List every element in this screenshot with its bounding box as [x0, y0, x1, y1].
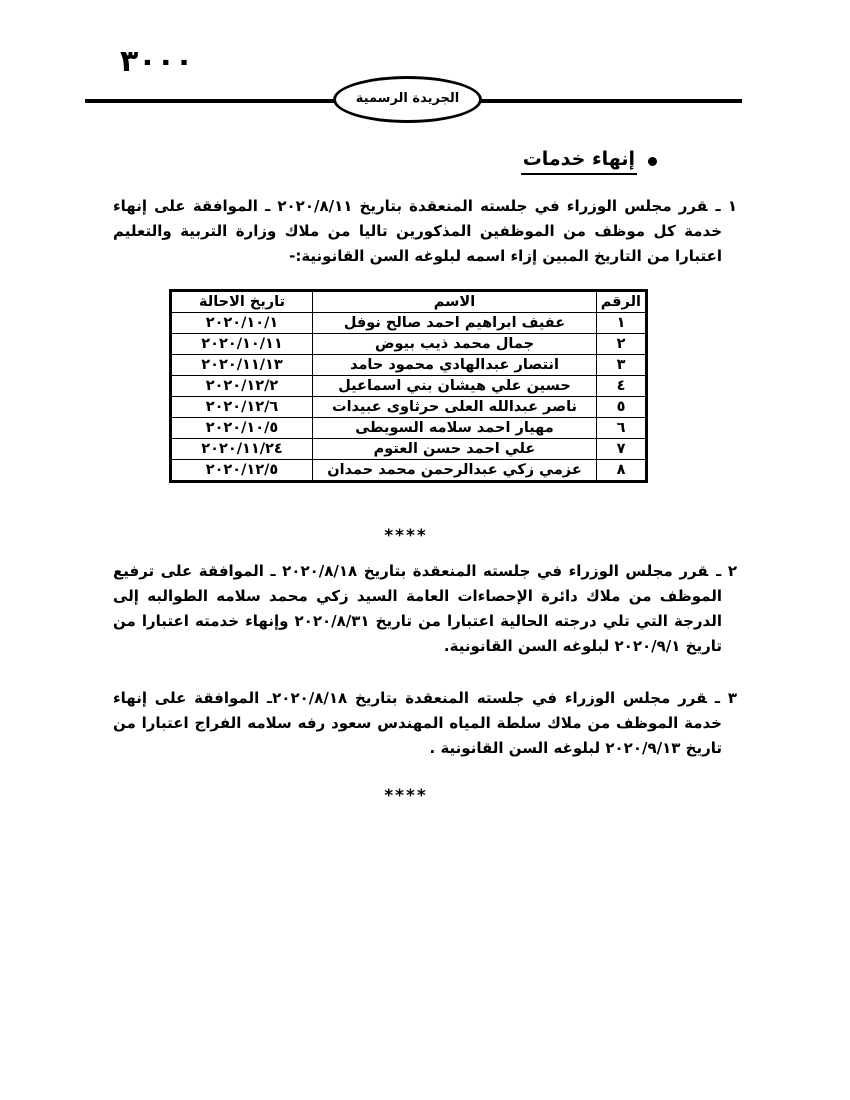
column-header-date: تاريخ الاحالة [171, 291, 313, 313]
section-title: إنهاء خدمات [521, 148, 637, 175]
table-row [171, 334, 647, 355]
referral-date: ٢٠٢٠/١١/١٣ [171, 355, 313, 376]
row-index: ٢ [597, 334, 647, 355]
stars-separator: **** [384, 526, 428, 546]
row-index: ٧ [597, 439, 647, 460]
row-index: ٣ [597, 355, 647, 376]
decision-text: قرر مجلس الوزراء في جلسته المنعقدة بتاريخ ٢٠٢٠/٨/١١ ـ الموافقة على إنهاء خدمة كل موظف من الموظفين المذكورين تاليا من ملاك وزارة التربية والتعليم اعتبارا من التاريخ المبين إزاء اسمه لبلوغه السن القانونية:- [113, 197, 722, 265]
table-row [171, 376, 647, 397]
page-number: ٣٠٠٠ [120, 44, 194, 79]
row-index: ٦ [597, 418, 647, 439]
row-index: ١ [597, 313, 647, 334]
table-row [171, 439, 647, 460]
gazette-badge [333, 76, 482, 123]
bullet-icon [648, 157, 657, 166]
column-header-name: الاسم [313, 291, 597, 313]
employee-name: انتصار عبدالهادي محمود حامد [313, 355, 597, 376]
table-row [171, 460, 647, 482]
section-heading [113, 148, 657, 175]
employee-name: عفيف ابراهيم احمد صالح نوفل [313, 313, 597, 334]
content-column [113, 140, 737, 805]
table-row [171, 418, 647, 439]
employee-name: جمال محمد ذيب بيوض [313, 334, 597, 355]
table-row [171, 355, 647, 376]
row-index: ٤ [597, 376, 647, 397]
referral-date: ٢٠٢٠/١٢/٥ [171, 460, 313, 482]
table-row [171, 313, 647, 334]
employee-name: علي احمد حسن العتوم [313, 439, 597, 460]
referral-date: ٢٠٢٠/١٢/٦ [171, 397, 313, 418]
referral-date: ٢٠٢٠/١١/٢٤ [171, 439, 313, 460]
employees-table [169, 289, 648, 483]
gazette-badge-label: الجريدة الرسمية [355, 91, 460, 106]
decision-number: ٢ ـ [716, 562, 737, 580]
referral-date: ٢٠٢٠/١٢/٢ [171, 376, 313, 397]
decision-item-2 [113, 559, 737, 659]
decision-item-3 [113, 686, 737, 761]
table-header-row [171, 291, 647, 313]
employee-name: ناصر عبدالله العلى حرثاوى عبيدات [313, 397, 597, 418]
referral-date: ٢٠٢٠/١٠/١١ [171, 334, 313, 355]
table-row [171, 397, 647, 418]
decision-text: قرر مجلس الوزراء في جلسته المنعقدة بتاريخ ٢٠٢٠/٨/١٨ـ الموافقة على إنهاء خدمة الموظف من ملاك سلطة المياه المهندس سعود رفه سلامه الفراج اعتبارا من تاريخ ٢٠٢٠/٩/١٣ لبلوغه السن القانونية . [113, 689, 722, 757]
referral-date: ٢٠٢٠/١٠/٥ [171, 418, 313, 439]
stars-separator: **** [384, 786, 428, 806]
row-index: ٥ [597, 397, 647, 418]
referral-date: ٢٠٢٠/١٠/١ [171, 313, 313, 334]
decision-number: ٣ ـ [714, 689, 737, 707]
decision-number: ١ ـ [715, 197, 737, 215]
row-index: ٨ [597, 460, 647, 482]
employee-name: مهيار احمد سلامه السويطى [313, 418, 597, 439]
decision-item-1 [113, 194, 737, 269]
column-header-index: الرقم [597, 291, 647, 313]
employee-name: حسين علي هيشان بني اسماعيل [313, 376, 597, 397]
employee-name: عزمي زكي عبدالرحمن محمد حمدان [313, 460, 597, 482]
decision-text: قرر مجلس الوزراء في جلسته المنعقدة بتاريخ ٢٠٢٠/٨/١٨ ـ الموافقة على ترفيع الموظف من ملاك دائرة الإحصاءات العامة السيد زكي محمد سلامه الطوالبه إلى الدرجة التي تلي درجته الحالية اعتبارا من تاريخ ٢٠٢٠/٨/٣١ وإنهاء خدمته اعتبارا من تاريخ ٢٠٢٠/٩/١ لبلوغه السن القانونية. [113, 562, 722, 655]
